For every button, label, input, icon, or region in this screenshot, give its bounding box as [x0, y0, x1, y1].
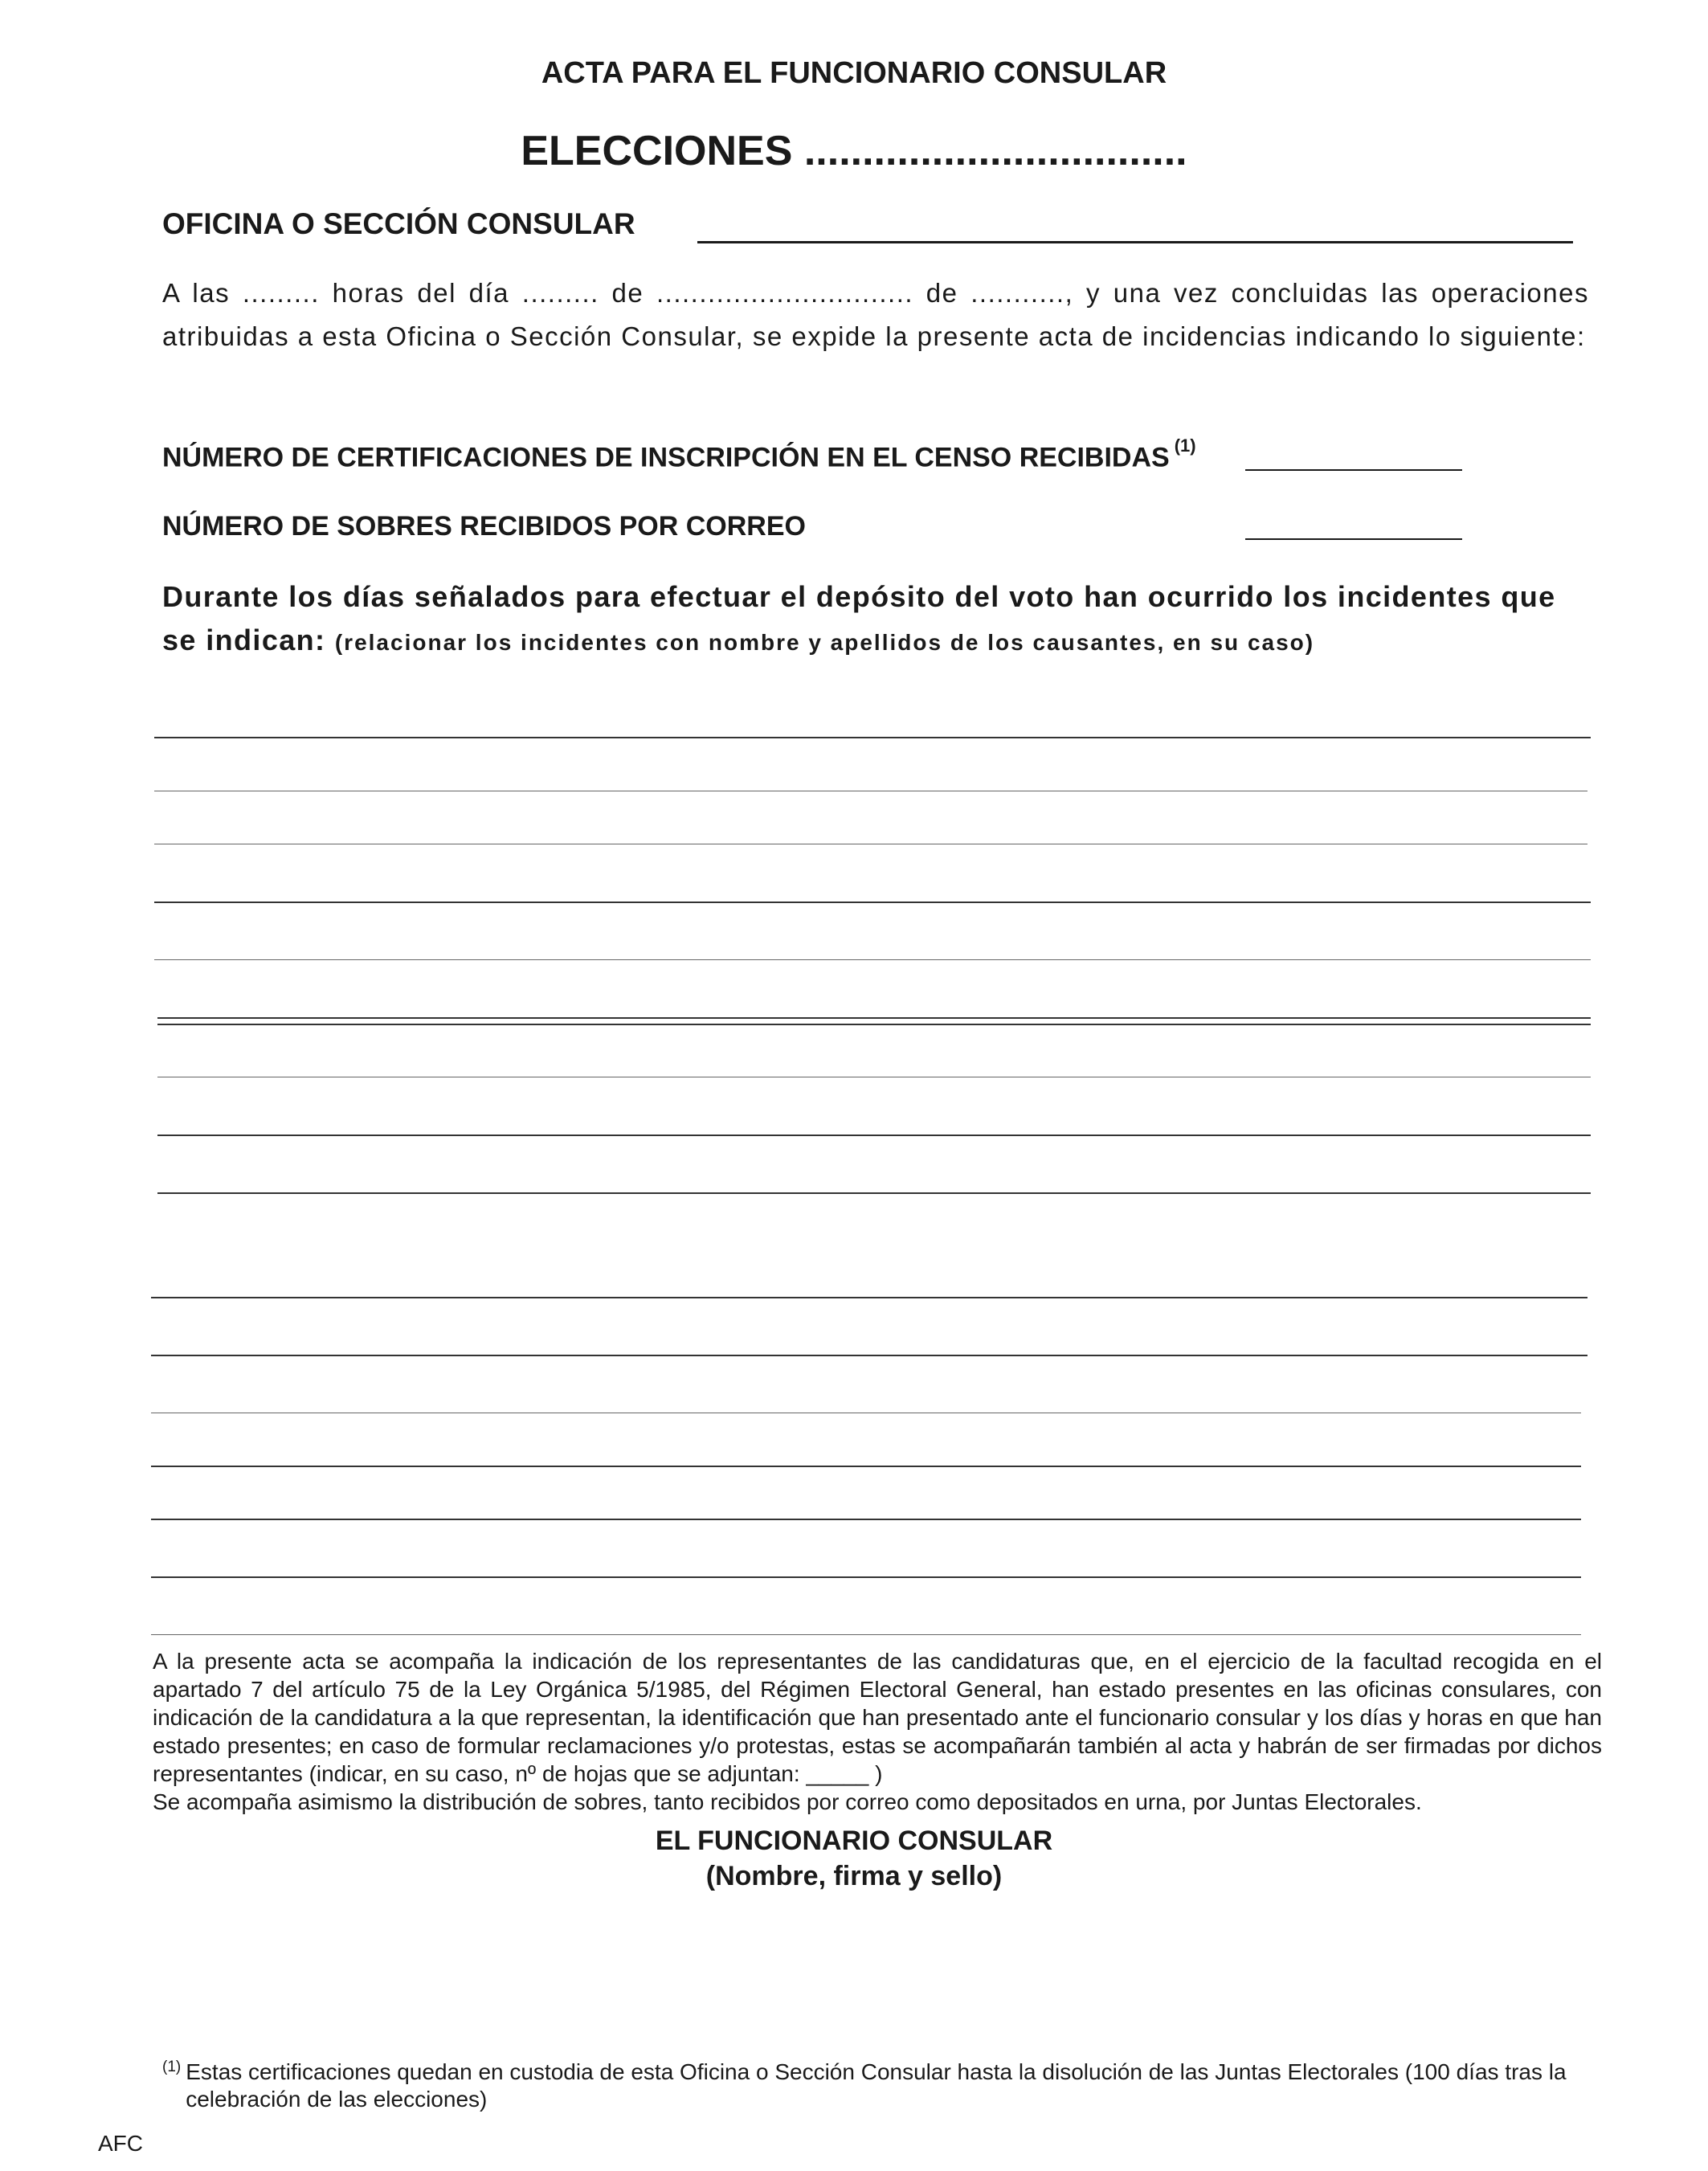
office-input-line[interactable]: [697, 241, 1573, 243]
incidents-line[interactable]: [151, 1634, 1581, 1635]
elections-heading: ELECCIONES .................................: [521, 128, 1187, 174]
form-title: ACTA PARA EL FUNCIONARIO CONSULAR: [541, 56, 1167, 90]
month-field[interactable]: ..............................: [656, 278, 914, 308]
office-label: OFICINA O SECCIÓN CONSULAR: [162, 207, 635, 240]
incidents-line[interactable]: [157, 1192, 1591, 1194]
incidents-heading: Durante los días señalados para efectuar el depósito del voto han ocurrido los incidentes que se indican: (relacionar los incidentes con nombre y apellidos de los causantes, en su caso): [162, 580, 1556, 656]
incidents-line[interactable]: [151, 1297, 1587, 1298]
intro-paragraph: A las ......... horas del día ......... de .............................. de ..........., y una vez concluidas las operaciones atribuidas a esta Oficina o Sección Consular, se expide la presente acta de incidencias indicando lo siguiente:: [162, 278, 1589, 351]
certifications-label: NÚMERO DE CERTIFICACIONES DE INSCRIPCIÓN EN EL CENSO RECIBIDAS $^{(1)}$: [162, 435, 1196, 473]
incidents-note: (relacionar los incidentes con nombre y apellidos de los causantes, en su caso): [334, 630, 1315, 655]
legal-notice: [153, 1647, 1602, 1816]
footnote-mark: (1): [162, 2059, 182, 2075]
incidents-line[interactable]: [157, 1024, 1591, 1025]
signature-subtitle: (Nombre, firma y sello): [705, 1861, 1003, 1891]
legal-paragraph: A la presente acta se acompaña la indicación de los representantes de las candidaturas que, en el ejercicio de la facultad recogida en el apartado 7 del artículo 75 de la Ley Orgánica 5/1985, del Régimen Electoral General, han estado presentes en las oficinas consulares, con indicación de la candidatura a la que representan, la identificación que han presentado ante el funcionario consular y los días y horas en que han estado presentes; en caso de formular reclamaciones y/o protestas, estas se acompañarán también al acta y habrán de ser firmadas por dichos representantes (indicar, en su caso, nº de hojas que se adjuntan: _____ ): [153, 1649, 1602, 1786]
incidents-line[interactable]: [154, 902, 1591, 903]
footnote-text: Estas certificaciones quedan en custodia de esta Oficina o Sección Consular hasta la disolución de las Juntas Electorales (100 días tras la celebración de las elecciones): [186, 2059, 1567, 2112]
footnote-ref: (1): [1174, 435, 1196, 456]
envelopes-count-field[interactable]: [1245, 538, 1462, 540]
incidents-line[interactable]: [151, 1519, 1581, 1520]
day-field[interactable]: .........: [521, 278, 599, 308]
incidents-line[interactable]: [151, 1466, 1581, 1467]
incidents-line[interactable]: [151, 1576, 1581, 1578]
form-code: AFC: [98, 2131, 143, 2156]
incidents-line[interactable]: [154, 737, 1591, 738]
year-field[interactable]: ...........,: [970, 278, 1074, 308]
incidents-line[interactable]: [154, 959, 1591, 960]
envelopes-label: NÚMERO DE SOBRES RECIBIDOS POR CORREO: [162, 511, 806, 542]
hour-field[interactable]: .........: [242, 278, 320, 308]
incidents-line[interactable]: [157, 1017, 1591, 1019]
certifications-count-field[interactable]: [1245, 469, 1462, 471]
legal-paragraph: Se acompaña asimismo la distribución de sobres, tanto recibidos por correo como depositados en urna, por Juntas Electorales.: [153, 1789, 1422, 1814]
signature-title: EL FUNCIONARIO CONSULAR: [655, 1826, 1053, 1856]
footnote: [162, 2059, 1600, 2113]
incidents-line[interactable]: [157, 1135, 1591, 1136]
incidents-line[interactable]: [151, 1355, 1587, 1356]
